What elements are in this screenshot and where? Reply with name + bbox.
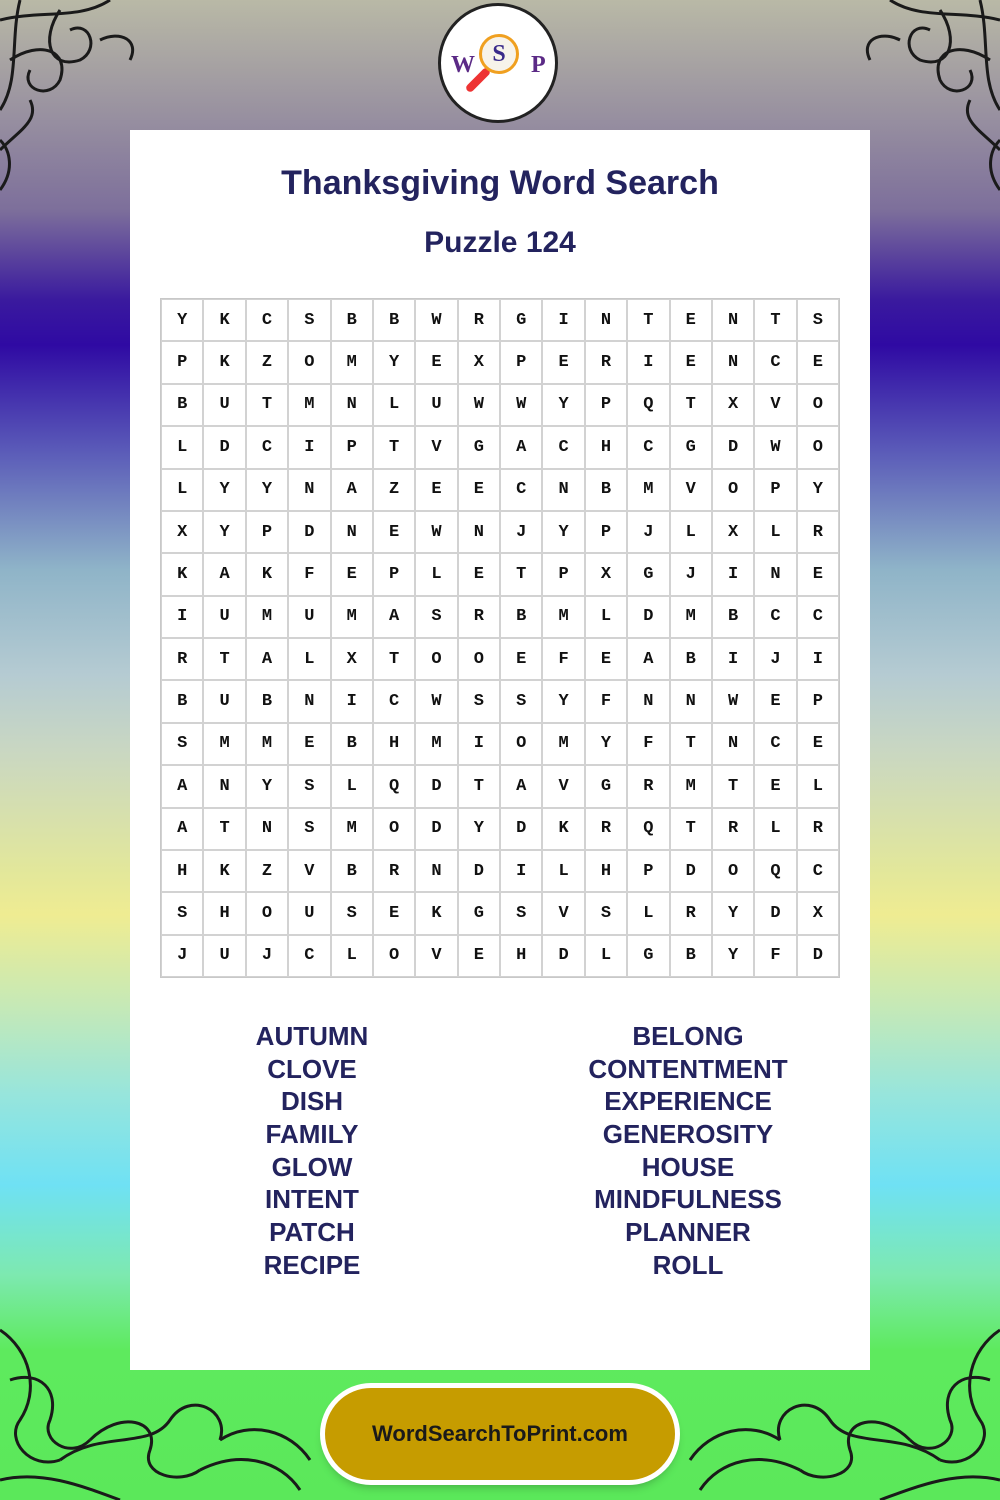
grid-cell: E <box>373 511 415 553</box>
grid-cell: Y <box>203 469 245 511</box>
grid-cell: C <box>542 426 584 468</box>
word-list-item: PATCH <box>269 1217 355 1248</box>
grid-cell: C <box>246 299 288 341</box>
letter-grid <box>160 298 840 978</box>
grid-cell: Z <box>246 341 288 383</box>
grid-cell: X <box>458 341 500 383</box>
grid-cell: M <box>246 723 288 765</box>
grid-cell: G <box>458 892 500 934</box>
grid-cell: N <box>754 553 796 595</box>
grid-cell: L <box>542 850 584 892</box>
grid-cell: M <box>246 596 288 638</box>
grid-cell: E <box>585 638 627 680</box>
grid-cell: M <box>331 808 373 850</box>
grid-cell: S <box>415 596 457 638</box>
grid-cell: O <box>500 723 542 765</box>
word-list-item: PLANNER <box>625 1217 751 1248</box>
corner-ornament-icon <box>850 0 1000 200</box>
grid-cell: F <box>585 680 627 722</box>
grid-cell: M <box>670 596 712 638</box>
word-list-item: INTENT <box>265 1184 359 1215</box>
grid-cell: B <box>712 596 754 638</box>
grid-cell: B <box>500 596 542 638</box>
grid-cell: E <box>458 935 500 977</box>
grid-cell: N <box>331 384 373 426</box>
grid-cell: K <box>203 299 245 341</box>
grid-cell: P <box>585 384 627 426</box>
grid-cell: E <box>415 341 457 383</box>
grid-cell: O <box>415 638 457 680</box>
grid-cell: P <box>500 341 542 383</box>
grid-cell: C <box>754 341 796 383</box>
grid-cell: W <box>415 511 457 553</box>
grid-cell: V <box>415 426 457 468</box>
grid-cell: X <box>331 638 373 680</box>
puzzle-sheet <box>130 130 870 1370</box>
word-list-right <box>538 1020 838 1282</box>
grid-cell: G <box>500 299 542 341</box>
grid-cell: L <box>627 892 669 934</box>
grid-cell: B <box>585 469 627 511</box>
grid-cell: U <box>203 596 245 638</box>
grid-cell: D <box>415 765 457 807</box>
grid-cell: R <box>797 808 839 850</box>
grid-cell: Y <box>373 341 415 383</box>
grid-cell: R <box>797 511 839 553</box>
grid-cell: J <box>500 511 542 553</box>
grid-cell: O <box>458 638 500 680</box>
grid-cell: H <box>585 426 627 468</box>
grid-cell: X <box>797 892 839 934</box>
word-list-item: BELONG <box>632 1021 744 1051</box>
grid-cell: B <box>331 850 373 892</box>
grid-cell: W <box>458 384 500 426</box>
grid-cell: I <box>331 680 373 722</box>
grid-cell: E <box>797 553 839 595</box>
grid-cell: U <box>288 892 330 934</box>
grid-cell: A <box>161 808 203 850</box>
grid-cell: E <box>670 299 712 341</box>
grid-cell: I <box>542 299 584 341</box>
grid-cell: S <box>331 892 373 934</box>
grid-cell: V <box>670 469 712 511</box>
grid-cell: T <box>500 553 542 595</box>
grid-cell: Q <box>627 808 669 850</box>
grid-cell: S <box>161 892 203 934</box>
grid-cell: T <box>712 765 754 807</box>
word-list-left <box>162 1020 462 1282</box>
grid-cell: P <box>754 469 796 511</box>
grid-cell: C <box>288 935 330 977</box>
grid-cell: D <box>542 935 584 977</box>
grid-cell: B <box>161 384 203 426</box>
grid-cell: P <box>331 426 373 468</box>
grid-cell: F <box>288 553 330 595</box>
grid-cell: C <box>373 680 415 722</box>
grid-cell: N <box>585 299 627 341</box>
grid-cell: S <box>797 299 839 341</box>
grid-cell: D <box>627 596 669 638</box>
grid-cell: T <box>458 765 500 807</box>
word-list-item: HOUSE <box>641 1151 735 1182</box>
grid-cell: N <box>712 341 754 383</box>
grid-cell: Y <box>542 511 584 553</box>
grid-cell: T <box>670 808 712 850</box>
grid-cell: S <box>288 765 330 807</box>
grid-cell: E <box>288 723 330 765</box>
grid-cell: I <box>627 341 669 383</box>
grid-cell: T <box>670 723 712 765</box>
grid-cell: T <box>373 426 415 468</box>
grid-cell: I <box>712 553 754 595</box>
grid-cell: R <box>458 299 500 341</box>
grid-cell: W <box>754 426 796 468</box>
grid-cell: Y <box>458 808 500 850</box>
grid-cell: Y <box>712 935 754 977</box>
grid-cell: I <box>288 426 330 468</box>
grid-cell: B <box>331 723 373 765</box>
grid-cell: O <box>797 384 839 426</box>
grid-cell: U <box>203 935 245 977</box>
grid-cell: W <box>415 299 457 341</box>
page-title: Thanksgiving Word Search <box>281 164 719 202</box>
grid-cell: W <box>712 680 754 722</box>
grid-cell: Y <box>542 680 584 722</box>
grid-cell: E <box>754 765 796 807</box>
grid-cell: I <box>797 638 839 680</box>
grid-cell: C <box>797 850 839 892</box>
grid-cell: N <box>288 680 330 722</box>
grid-cell: G <box>585 765 627 807</box>
grid-cell: J <box>754 638 796 680</box>
grid-cell: A <box>500 765 542 807</box>
grid-cell: Z <box>373 469 415 511</box>
grid-cell: L <box>288 638 330 680</box>
grid-cell: V <box>542 765 584 807</box>
grid-cell: E <box>670 341 712 383</box>
grid-cell: A <box>331 469 373 511</box>
grid-cell: Y <box>797 469 839 511</box>
grid-cell: E <box>797 723 839 765</box>
word-list-item: GENEROSITY <box>602 1119 774 1150</box>
grid-cell: D <box>712 426 754 468</box>
grid-cell: M <box>627 469 669 511</box>
grid-cell: D <box>754 892 796 934</box>
grid-cell: J <box>161 935 203 977</box>
grid-cell: S <box>458 680 500 722</box>
grid-cell: Q <box>373 765 415 807</box>
grid-cell: G <box>627 553 669 595</box>
grid-cell: R <box>373 850 415 892</box>
grid-cell: T <box>670 384 712 426</box>
grid-cell: C <box>754 596 796 638</box>
grid-cell: Y <box>246 765 288 807</box>
grid-cell: X <box>585 553 627 595</box>
grid-cell: T <box>373 638 415 680</box>
grid-cell: T <box>203 638 245 680</box>
grid-cell: V <box>288 850 330 892</box>
grid-cell: E <box>797 341 839 383</box>
word-list-item: RECIPE <box>263 1249 361 1280</box>
grid-cell: A <box>246 638 288 680</box>
grid-cell: D <box>670 850 712 892</box>
grid-cell: W <box>500 384 542 426</box>
grid-cell: W <box>415 680 457 722</box>
grid-cell: D <box>203 426 245 468</box>
grid-cell: X <box>712 511 754 553</box>
logo-letter-s: S <box>479 34 519 74</box>
grid-cell: P <box>161 341 203 383</box>
grid-cell: E <box>500 638 542 680</box>
grid-cell: F <box>542 638 584 680</box>
grid-cell: P <box>797 680 839 722</box>
grid-cell: L <box>754 511 796 553</box>
grid-cell: C <box>627 426 669 468</box>
grid-cell: R <box>585 808 627 850</box>
grid-cell: J <box>246 935 288 977</box>
grid-cell: M <box>542 723 584 765</box>
grid-cell: Y <box>542 384 584 426</box>
grid-cell: E <box>331 553 373 595</box>
grid-cell: A <box>203 553 245 595</box>
grid-cell: B <box>331 299 373 341</box>
grid-cell: Y <box>161 299 203 341</box>
grid-cell: H <box>203 892 245 934</box>
grid-cell: R <box>458 596 500 638</box>
grid-cell: V <box>415 935 457 977</box>
grid-cell: M <box>415 723 457 765</box>
grid-cell: A <box>500 426 542 468</box>
grid-cell: T <box>627 299 669 341</box>
grid-cell: M <box>542 596 584 638</box>
grid-cell: N <box>712 723 754 765</box>
grid-cell: O <box>712 850 754 892</box>
grid-cell: S <box>161 723 203 765</box>
site-link-button[interactable]: WordSearchToPrint.com <box>325 1388 675 1480</box>
grid-cell: E <box>458 553 500 595</box>
grid-cell: L <box>585 596 627 638</box>
word-list-item: AUTUMN <box>255 1021 369 1051</box>
grid-cell: Z <box>246 850 288 892</box>
grid-cell: D <box>797 935 839 977</box>
grid-cell: Y <box>246 469 288 511</box>
grid-cell: B <box>373 299 415 341</box>
grid-cell: O <box>246 892 288 934</box>
grid-cell: E <box>754 680 796 722</box>
grid-cell: G <box>670 426 712 468</box>
grid-cell: E <box>458 469 500 511</box>
grid-cell: B <box>161 680 203 722</box>
grid-cell: F <box>627 723 669 765</box>
grid-cell: X <box>712 384 754 426</box>
grid-cell: L <box>754 808 796 850</box>
grid-cell: R <box>585 341 627 383</box>
grid-cell: G <box>627 935 669 977</box>
grid-cell: P <box>627 850 669 892</box>
grid-cell: H <box>373 723 415 765</box>
grid-cell: R <box>670 892 712 934</box>
grid-cell: P <box>246 511 288 553</box>
grid-cell: Q <box>754 850 796 892</box>
grid-cell: Y <box>203 511 245 553</box>
grid-cell: R <box>712 808 754 850</box>
grid-cell: B <box>246 680 288 722</box>
grid-cell: C <box>754 723 796 765</box>
grid-cell: S <box>288 299 330 341</box>
grid-cell: U <box>415 384 457 426</box>
grid-cell: I <box>458 723 500 765</box>
grid-cell: F <box>754 935 796 977</box>
grid-cell: L <box>331 765 373 807</box>
grid-cell: C <box>246 426 288 468</box>
grid-cell: H <box>585 850 627 892</box>
word-list-item: CLOVE <box>267 1053 357 1084</box>
grid-cell: O <box>373 808 415 850</box>
grid-cell: O <box>288 341 330 383</box>
grid-cell: Y <box>712 892 754 934</box>
grid-cell: N <box>331 511 373 553</box>
logo-letter-p: P <box>531 52 546 78</box>
grid-cell: P <box>585 511 627 553</box>
grid-cell: I <box>161 596 203 638</box>
grid-cell: L <box>373 384 415 426</box>
puzzle-number: Puzzle 124 <box>424 226 576 259</box>
grid-cell: B <box>670 638 712 680</box>
grid-cell: A <box>373 596 415 638</box>
grid-cell: J <box>627 511 669 553</box>
grid-cell: T <box>754 299 796 341</box>
grid-cell: G <box>458 426 500 468</box>
grid-cell: L <box>585 935 627 977</box>
grid-cell: C <box>500 469 542 511</box>
grid-cell: T <box>203 808 245 850</box>
grid-cell: P <box>542 553 584 595</box>
corner-ornament-icon <box>0 0 150 200</box>
word-list-item: GLOW <box>271 1151 353 1182</box>
grid-cell: K <box>203 850 245 892</box>
grid-cell: R <box>161 638 203 680</box>
grid-cell: N <box>670 680 712 722</box>
grid-cell: P <box>373 553 415 595</box>
grid-cell: N <box>458 511 500 553</box>
grid-cell: N <box>246 808 288 850</box>
grid-cell: D <box>500 808 542 850</box>
grid-cell: X <box>161 511 203 553</box>
word-list-item: DISH <box>280 1086 344 1117</box>
grid-cell: V <box>542 892 584 934</box>
grid-cell: K <box>203 341 245 383</box>
grid-cell: D <box>288 511 330 553</box>
logo-letter-w: W <box>451 52 475 78</box>
grid-cell: M <box>670 765 712 807</box>
grid-cell: Y <box>585 723 627 765</box>
grid-cell: E <box>373 892 415 934</box>
grid-cell: N <box>415 850 457 892</box>
word-list-item: CONTENTMENT <box>588 1053 788 1084</box>
grid-cell: U <box>203 384 245 426</box>
grid-cell: J <box>670 553 712 595</box>
grid-cell: H <box>500 935 542 977</box>
grid-cell: E <box>415 469 457 511</box>
grid-cell: N <box>542 469 584 511</box>
grid-cell: Q <box>627 384 669 426</box>
grid-cell: K <box>246 553 288 595</box>
grid-cell: M <box>203 723 245 765</box>
grid-cell: N <box>627 680 669 722</box>
grid-cell: S <box>500 892 542 934</box>
grid-cell: H <box>161 850 203 892</box>
grid-cell: U <box>288 596 330 638</box>
grid-cell: S <box>585 892 627 934</box>
grid-cell: M <box>331 341 373 383</box>
grid-cell: M <box>288 384 330 426</box>
grid-cell: A <box>627 638 669 680</box>
grid-cell: D <box>415 808 457 850</box>
grid-cell: S <box>500 680 542 722</box>
grid-cell: O <box>373 935 415 977</box>
grid-cell: A <box>161 765 203 807</box>
grid-cell: N <box>712 299 754 341</box>
grid-cell: L <box>161 469 203 511</box>
grid-cell: M <box>331 596 373 638</box>
grid-cell: I <box>500 850 542 892</box>
grid-cell: K <box>161 553 203 595</box>
grid-cell: B <box>670 935 712 977</box>
site-logo[interactable] <box>438 3 558 123</box>
grid-cell: U <box>203 680 245 722</box>
grid-cell: T <box>246 384 288 426</box>
grid-cell: K <box>542 808 584 850</box>
word-list-item: MINDFULNESS <box>594 1184 782 1215</box>
grid-cell: L <box>797 765 839 807</box>
grid-cell: I <box>712 638 754 680</box>
grid-cell: K <box>415 892 457 934</box>
grid-cell: V <box>754 384 796 426</box>
grid-cell: L <box>670 511 712 553</box>
word-list-item: EXPERIENCE <box>604 1086 772 1117</box>
grid-cell: E <box>542 341 584 383</box>
grid-cell: C <box>797 596 839 638</box>
grid-cell: N <box>288 469 330 511</box>
grid-cell: S <box>288 808 330 850</box>
grid-cell: O <box>797 426 839 468</box>
grid-cell: D <box>458 850 500 892</box>
grid-cell: R <box>627 765 669 807</box>
grid-cell: L <box>331 935 373 977</box>
grid-cell: L <box>415 553 457 595</box>
grid-cell: O <box>712 469 754 511</box>
grid-cell: N <box>203 765 245 807</box>
word-list-item: ROLL <box>652 1249 724 1280</box>
grid-cell: L <box>161 426 203 468</box>
word-list-item: FAMILY <box>265 1119 359 1150</box>
